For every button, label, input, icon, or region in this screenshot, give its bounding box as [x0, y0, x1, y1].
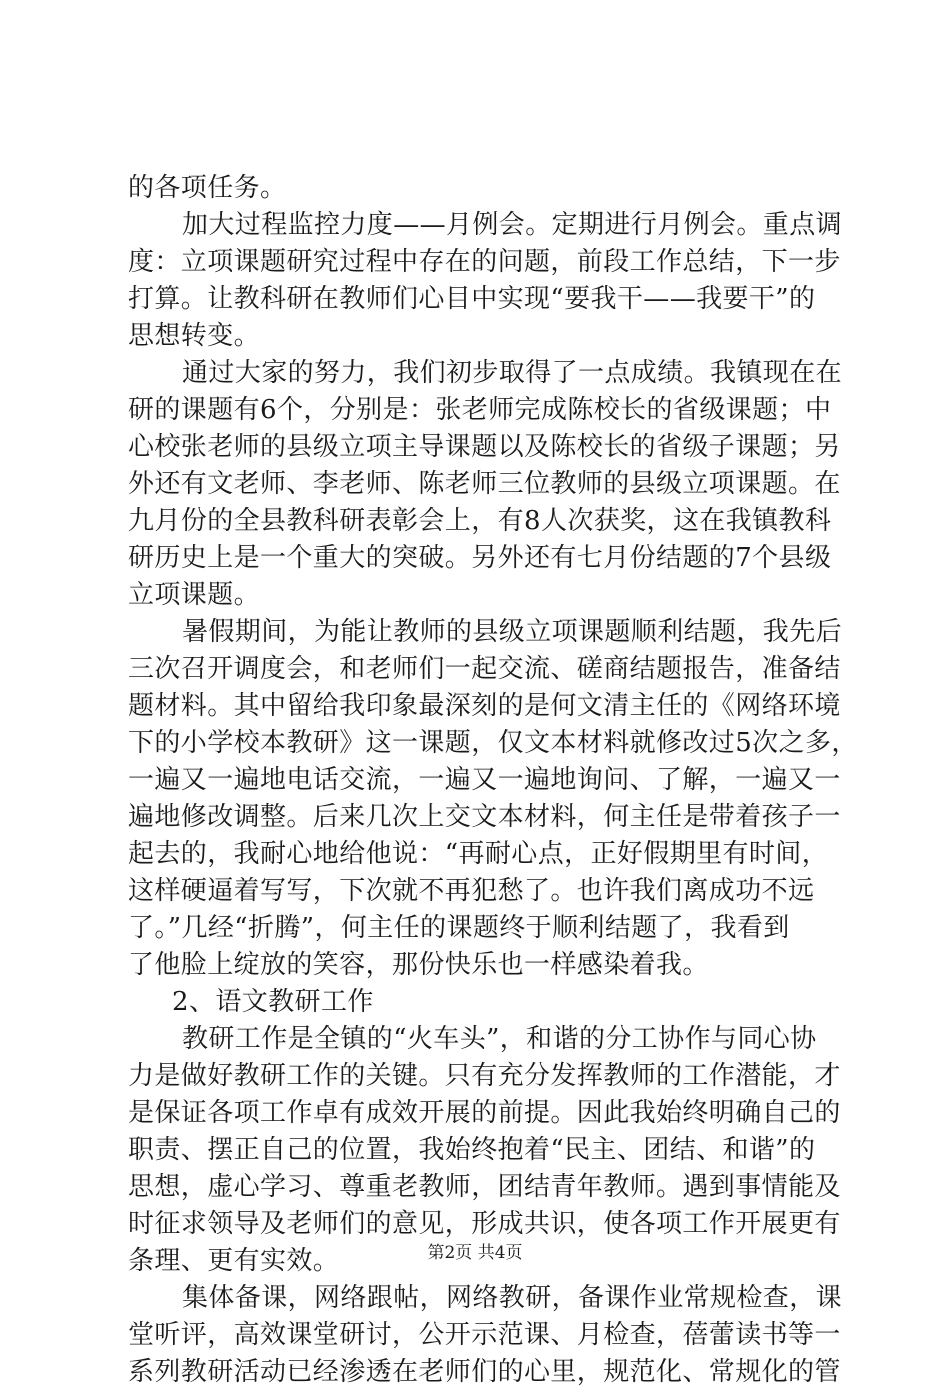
- text-line: 三次召开调度会，和老师们一起交流、磋商结题报告，准备结: [128, 654, 841, 684]
- text-line: 心校张老师的县级立项主导课题以及陈校长的省级子课题；另: [128, 432, 841, 462]
- paragraph-first-line: 加大过程监控力度——月例会。定期进行月例会。重点调: [182, 210, 843, 240]
- text-line: 研历史上是一个重大的突破。另外还有七月份结题的7个县级: [128, 543, 832, 573]
- text-line: 起去的，我耐心地给他说：“再耐心点，正好假期里有时间，: [128, 839, 829, 869]
- text-line: 立项课题。: [128, 580, 261, 610]
- document-body: [128, 170, 858, 1391]
- page-footer: 第2页 共4页: [427, 1243, 523, 1263]
- text-line: 系列教研活动已经渗透在老师们的心里，规范化、常规化的管: [128, 1357, 841, 1387]
- text-line: 了。”几经“折腾”，何主任的课题终于顺利结题了，我看到: [128, 913, 790, 943]
- text-line: 研的课题有6个，分别是：张老师完成陈校长的省级课题；中: [128, 395, 832, 425]
- text-line: 这样硬逼着写写，下次就不再犯愁了。也许我们离成功不远: [128, 876, 815, 906]
- text-line: 外还有文老师、李老师、陈老师三位教师的县级立项课题。在: [128, 469, 841, 499]
- text-line: 思想，虚心学习、尊重老教师，团结青年教师。遇到事情能及: [128, 1172, 841, 1202]
- text-line: 了他脸上绽放的笑容，那份快乐也一样感染着我。: [128, 950, 709, 980]
- text-line: 一遍又一遍地电话交流，一遍又一遍地询问、了解，一遍又一: [128, 765, 841, 795]
- text-line: 是保证各项工作卓有成效开展的前提。因此我始终明确自己的: [128, 1098, 841, 1128]
- text-line: 职责、摆正自己的位置，我始终抱着“民主、团结、和谐”的: [128, 1135, 816, 1165]
- text-line: 堂听评，高效课堂研讨，公开示范课、月检查，蓓蕾读书等一: [128, 1320, 841, 1350]
- text-line: 的各项任务。: [128, 173, 287, 203]
- text-line: 思想转变。: [128, 321, 261, 351]
- paragraph-first-line: 教研工作是全镇的“火车头”，和谐的分工协作与同心协: [182, 1024, 817, 1054]
- text-line: 打算。让教科研在教师们心目中实现“要我干——我要干”的: [128, 284, 816, 314]
- paragraph-first-line: 暑假期间，为能让教师的县级立项课题顺利结题，我先后: [182, 617, 843, 647]
- paragraph-first-line: 集体备课，网络跟帖，网络教研，备课作业常规检查，课: [182, 1283, 843, 1313]
- text-line: 度：立项课题研究过程中存在的问题，前段工作总结，下一步: [128, 247, 841, 277]
- text-line: 下的小学校本教研》这一课题，仅文本材料就修改过5次之多，: [128, 728, 858, 758]
- text-line: 力是做好教研工作的关键。只有充分发挥教师的工作潜能，才: [128, 1061, 841, 1091]
- paragraph-first-line: 通过大家的努力，我们初步取得了一点成绩。我镇现在在: [182, 358, 843, 388]
- text-line: 条理、更有实效。: [128, 1246, 340, 1276]
- text-line: 时征求领导及老师们的意见，形成共识，使各项工作开展更有: [128, 1209, 841, 1239]
- section-heading: 2、语文教研工作: [172, 987, 374, 1017]
- text-line: 题材料。其中留给我印象最深刻的是何文清主任的《网络环境: [128, 691, 841, 721]
- text-line: 九月份的全县教科研表彰会上，有8人次获奖，这在我镇教科: [128, 506, 832, 536]
- text-line: 遍地修改调整。后来几次上交文本材料，何主任是带着孩子一: [128, 802, 841, 832]
